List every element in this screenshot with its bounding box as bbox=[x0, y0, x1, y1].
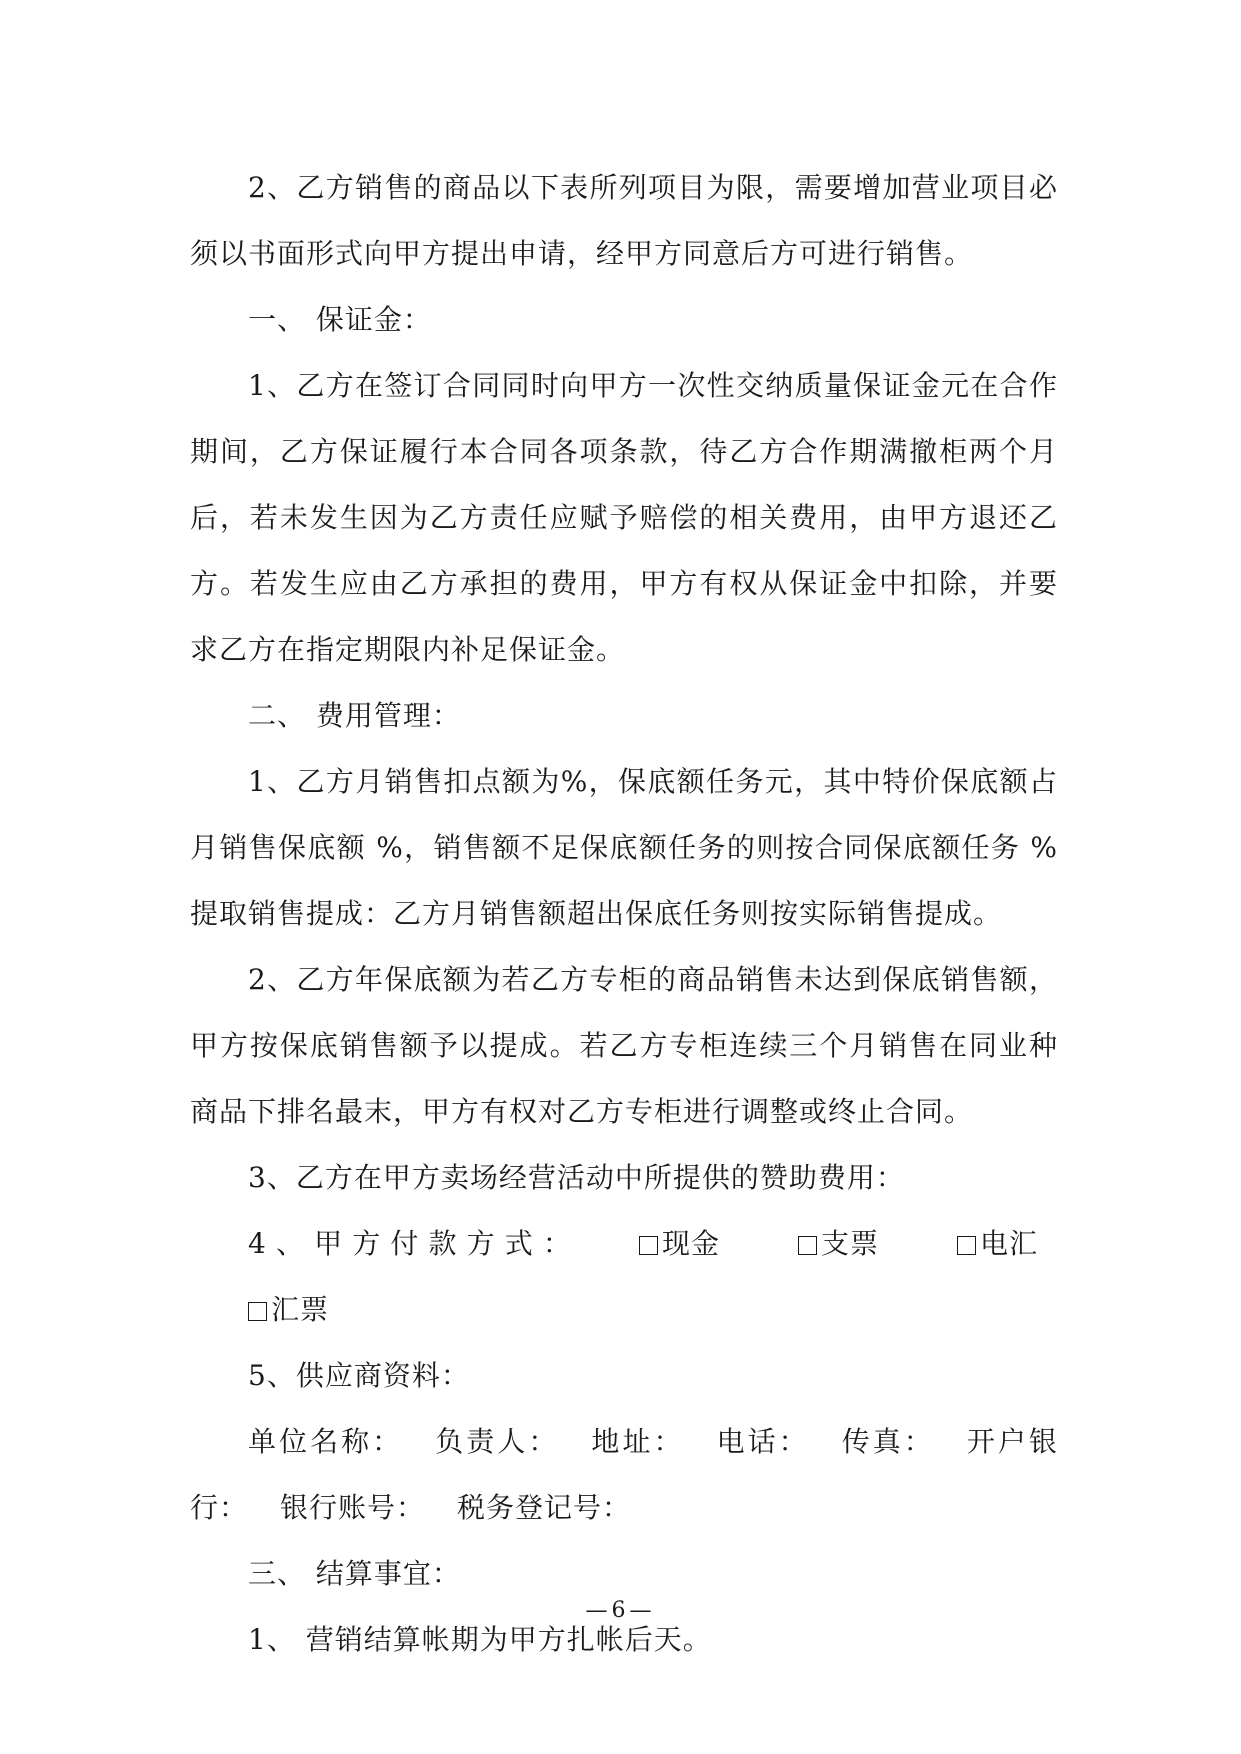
supplier-field-address: 地址： bbox=[591, 1425, 685, 1458]
payment-option-label: 现金 bbox=[661, 1227, 720, 1260]
supplier-field-company-name: 单位名称： bbox=[248, 1425, 404, 1458]
supplier-field-fax: 传真： bbox=[841, 1425, 935, 1458]
payment-option-label: 电汇 bbox=[979, 1227, 1038, 1260]
checkbox-icon[interactable] bbox=[639, 1236, 658, 1255]
page-number: —6— bbox=[585, 1598, 656, 1623]
payment-option-wire[interactable] bbox=[899, 1211, 1038, 1277]
paragraph-sponsorship-fee: 3、乙方在甲方卖场经营活动中所提供的赞助费用： bbox=[248, 1161, 905, 1194]
supplier-field-tax-number: 税务登记号： bbox=[457, 1491, 632, 1524]
paragraph-sales-scope: 2、乙方销售的商品以下表所列项目为限，需要增加营业项目必须以书面形式向甲方提出申请，经甲方同意后方可进行销售。 bbox=[190, 171, 1058, 270]
supplier-field-bank-account: 银行账号： bbox=[280, 1491, 426, 1524]
supplier-fields bbox=[190, 1409, 1058, 1541]
document-body bbox=[190, 155, 1058, 1673]
checkbox-icon[interactable] bbox=[798, 1236, 817, 1255]
paragraph-payment-method bbox=[190, 1211, 1058, 1343]
payment-option-draft[interactable] bbox=[190, 1277, 329, 1343]
paragraph-deposit-terms: 1、乙方在签订合同同时向甲方一次性交纳质量保证金元在合作期间，乙方保证履行本合同各项条款，待乙方合作期满撤柜两个月后，若未发生因为乙方责任应赋予赔偿的相关费用，由甲方退还乙方。若发生应由乙方承担的费用，甲方有权从保证金中扣除，并要求乙方在指定期限内补足保证金。 bbox=[190, 369, 1058, 666]
checkbox-icon[interactable] bbox=[248, 1302, 267, 1321]
payment-method-label: 4、甲方付款方式： bbox=[248, 1227, 581, 1260]
paragraph-monthly-commission: 1、乙方月销售扣点额为%，保底额任务元，其中特价保底额占月销售保底额 %，销售额不足保底额任务的则按合同保底额任务 %提取销售提成：乙方月销售额超出保底任务则按实际销售提成。 bbox=[190, 765, 1058, 930]
paragraph-settlement-period: 1、 营销结算帐期为甲方扎帐后天。 bbox=[248, 1623, 712, 1656]
payment-option-cash[interactable] bbox=[581, 1211, 720, 1277]
paragraph-supplier-info: 5、供应商资料： bbox=[248, 1359, 470, 1392]
supplier-field-person-in-charge: 负责人： bbox=[435, 1425, 560, 1458]
section-heading-settlement: 三、 结算事宜： bbox=[248, 1557, 461, 1590]
payment-option-label: 支票 bbox=[820, 1227, 879, 1260]
section-heading-deposit: 一、 保证金： bbox=[248, 303, 432, 336]
paragraph-annual-minimum: 2、乙方年保底额为若乙方专柜的商品销售未达到保底销售额，甲方按保底销售额予以提成。若乙方专柜连续三个月销售在同业种商品下排名最末，甲方有权对乙方专柜进行调整或终止合同。 bbox=[190, 963, 1058, 1128]
supplier-field-bank: 开户银行： bbox=[190, 1425, 1058, 1524]
section-heading-fee-management: 二、 费用管理： bbox=[248, 699, 461, 732]
checkbox-icon[interactable] bbox=[957, 1236, 976, 1255]
payment-option-label: 汇票 bbox=[271, 1293, 330, 1326]
payment-option-check[interactable] bbox=[740, 1211, 879, 1277]
supplier-field-phone: 电话： bbox=[716, 1425, 810, 1458]
